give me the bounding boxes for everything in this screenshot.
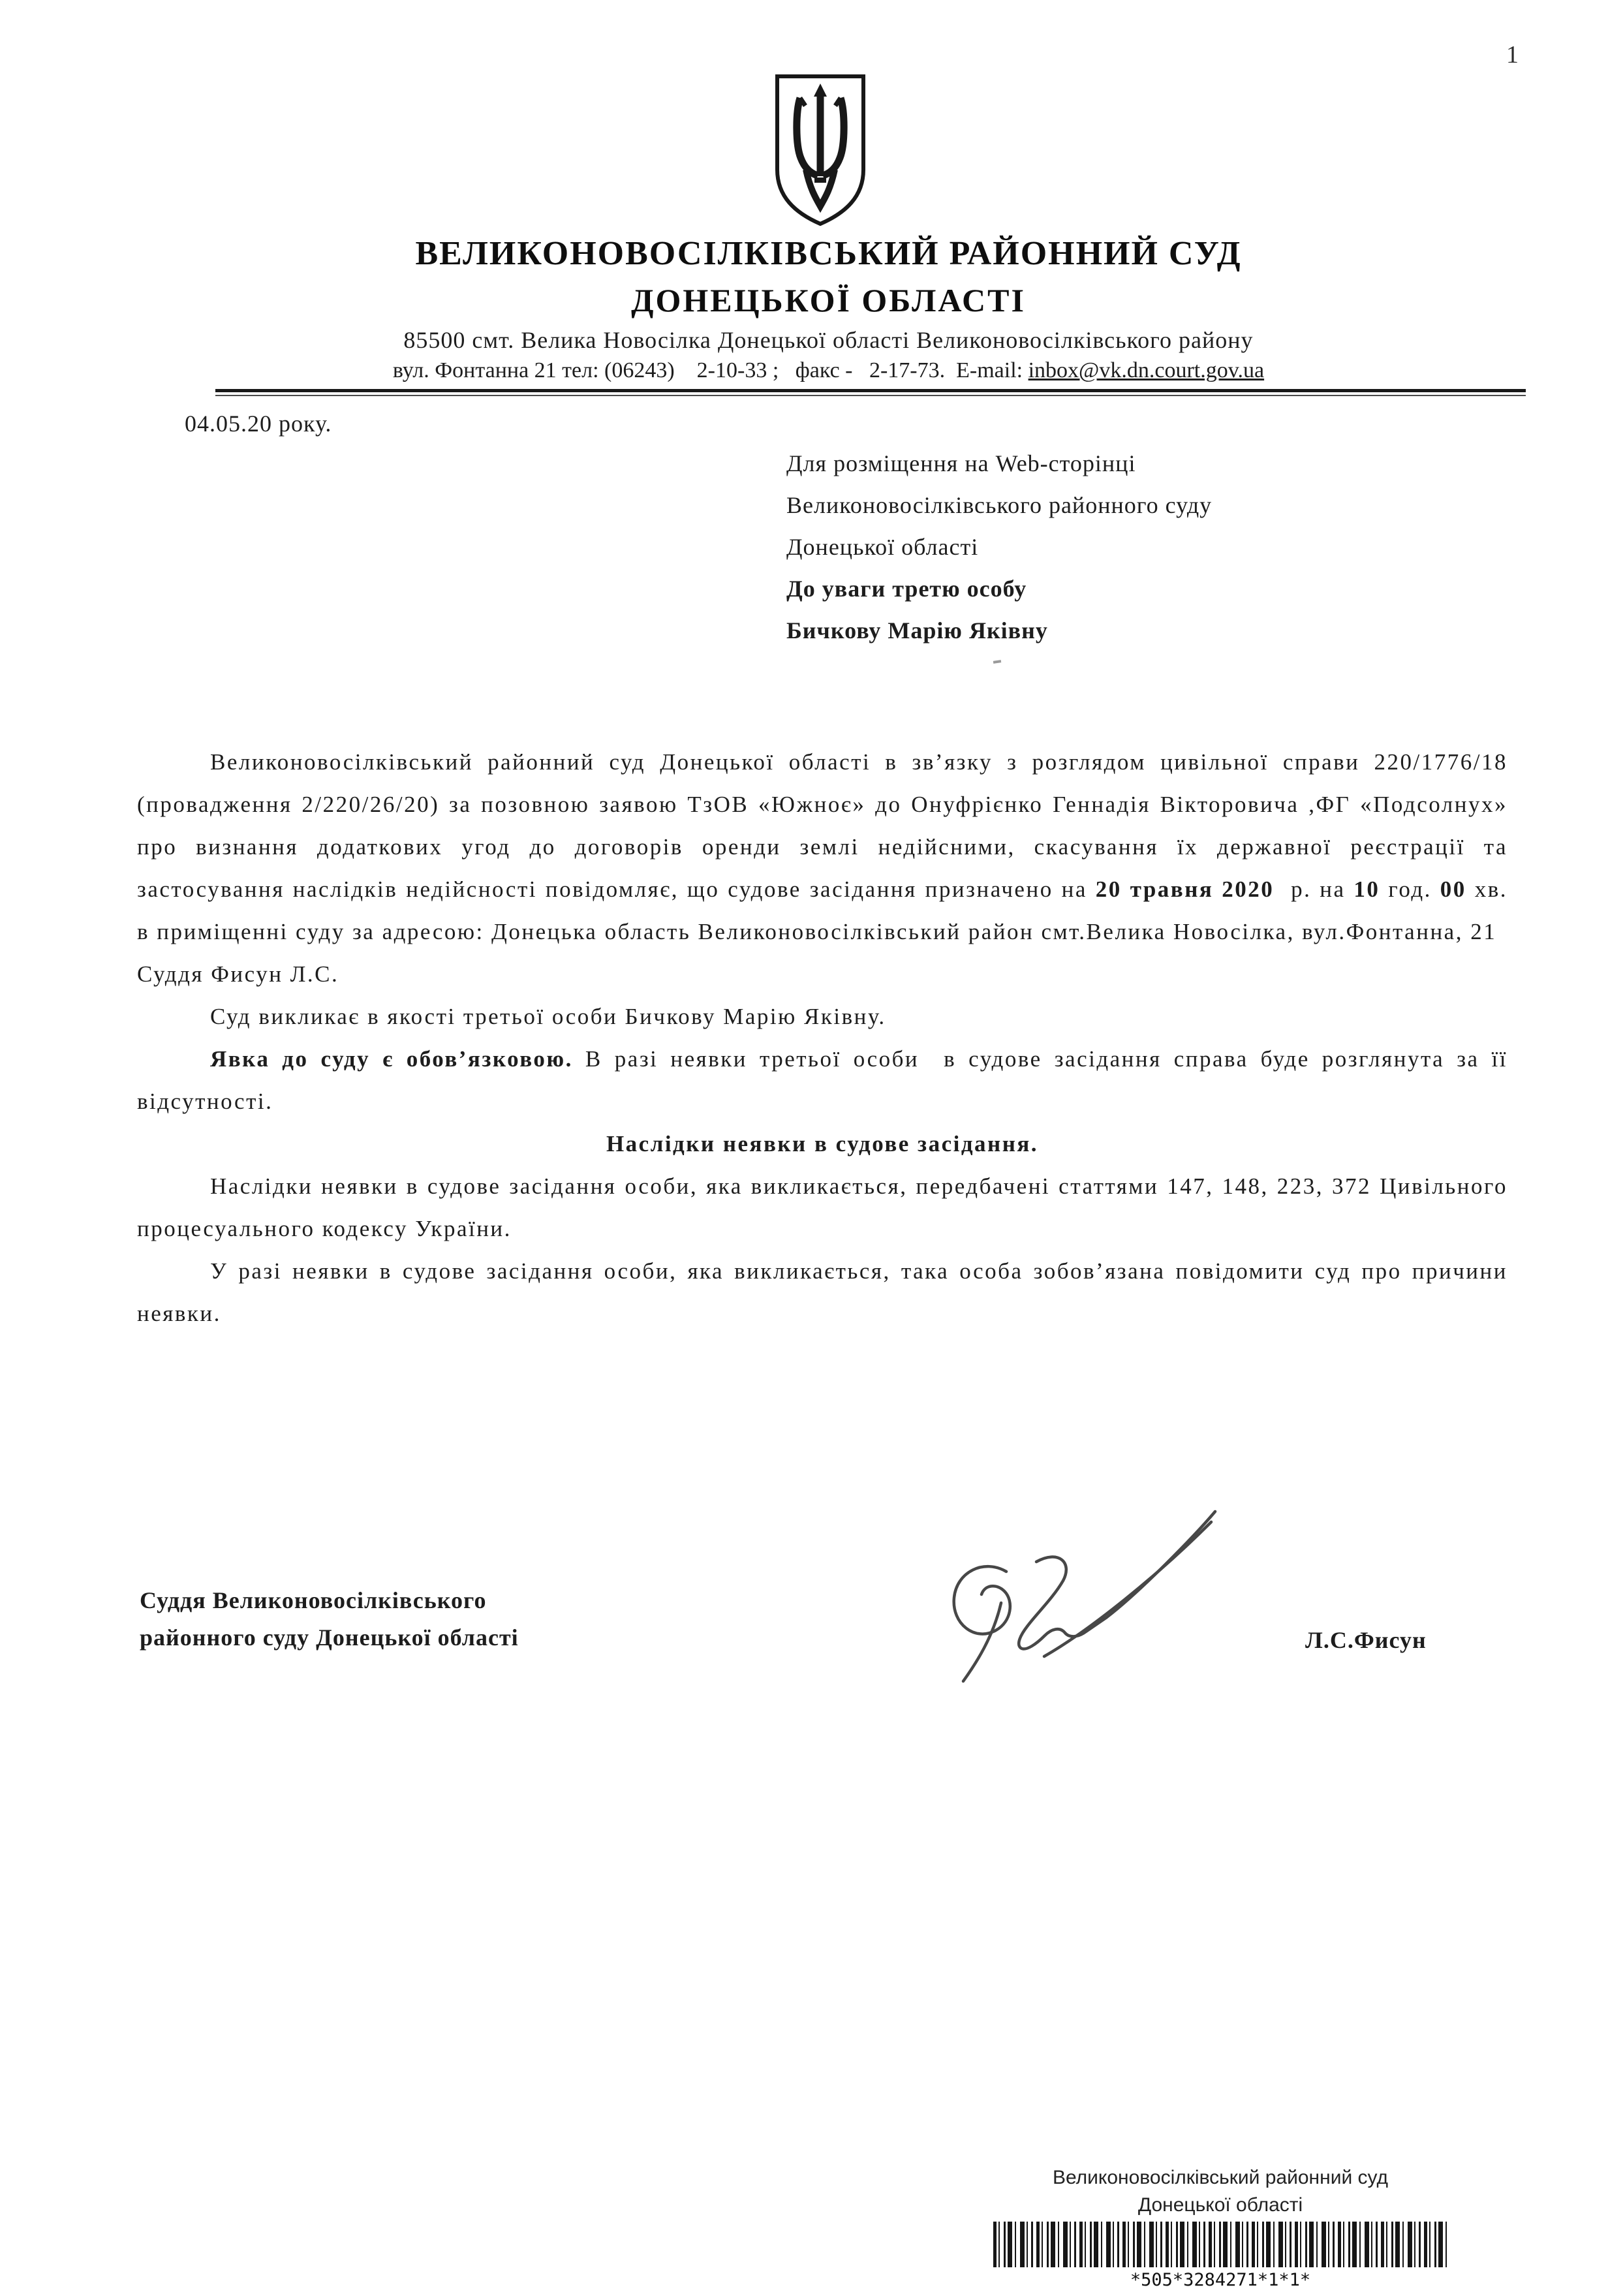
- addressee-line: Для розміщення на Web-сторінці: [786, 450, 1136, 476]
- barcode-block: [992, 2164, 1449, 2292]
- letterhead: [49, 231, 1608, 385]
- summons-paragraph: Суд викликає в якості третьої особи Бичкову Марію Яківну.: [210, 1004, 886, 1029]
- consequences-heading: Наслідки неявки в судове засідання.: [606, 1131, 1039, 1156]
- addressee-line: Донецької області: [786, 534, 979, 560]
- mandatory-appearance-bold: Явка до суду є обов’язковою.: [210, 1046, 573, 1072]
- barcode-caption-line2: Донецької області: [1137, 2194, 1303, 2216]
- court-postal-address: 85500 смт. Велика Новосілка Донецької області Великоновосілківського району: [403, 327, 1254, 353]
- consequences-paragraph: Наслідки неявки в судове засідання особи, яка викликається, передбачені статтями 147, 148, 223, 372 Цивільного процесуального кодексу України.: [137, 1173, 1508, 1241]
- court-contacts-line: [49, 356, 1608, 385]
- document-date: 04.05.20 року.: [185, 411, 332, 437]
- addressee-line: Великоновосілківського районного суду: [786, 492, 1213, 518]
- court-name-line2: ДОНЕЦЬКОЇ ОБЛАСТІ: [631, 282, 1026, 318]
- addressee-attention-line: До уваги третю особу: [786, 576, 1027, 602]
- judge-name: Л.С.Фисун: [1305, 1627, 1427, 1653]
- signature-title-block: [140, 1582, 519, 1656]
- signature-title-line2: районного суду Донецької області: [140, 1624, 519, 1651]
- barcode-image: [993, 2222, 1447, 2267]
- notice-paragraph: Великоновосілківський районний суд Донецької області в зв’язку з розглядом цивільної справи 220/1776/18 (провадження 2/220/26/20) за позовною заявою ТзОВ «Южноє» до Онуфрієнко Геннадія Вікторовича ,ФГ «Подсолнух» про визнання додаткових угод до договорів оренди землі недійсними, скасування їх державної реєстрації та застосування наслідків недійсності повідомляє, що судове засідання призначено на 20 травня 2020 р. на 10 год. 00 хв. в приміщенні суду за адресою: Донецька область Великоновосілківський район смт.Велика Новосілка, вул.Фонтанна, 21: [137, 749, 1523, 944]
- scan-artifact-mark: [993, 660, 1001, 664]
- barcode-code-text: *505*3284271*1*1*: [1130, 2270, 1311, 2290]
- letter-body: [137, 741, 1523, 1335]
- addressee-block: [786, 442, 1212, 651]
- barcode-caption-line1: Великоновосілківський районний суд: [1052, 2167, 1389, 2188]
- hearing-minute: 00: [1440, 877, 1466, 902]
- notification-duty-paragraph: У разі неявки в судове засідання особи, яка викликається, така особа зобов’язана повідомити суд про причини неявки.: [137, 1258, 1508, 1326]
- judge-reference-line: Суддя Фисун Л.С.: [137, 961, 339, 987]
- court-name-line1: ВЕЛИКОНОВОСІЛКІВСЬКИЙ РАЙОННИЙ СУД: [415, 235, 1242, 272]
- mandatory-appearance-paragraph: Явка до суду є обов’язковою. В разі неявки третьої особи в судове засідання справа буде розглянута за її відсутності.: [137, 1046, 1515, 1114]
- judge-handwritten-signature: [938, 1498, 1219, 1694]
- addressee-person-name: Бичкову Марію Яківну: [786, 617, 1048, 644]
- contacts-text: вул. Фонтанна 21 тел: (06243) 2-10-33 ; факс - 2-17-73. E-mail:: [392, 358, 1028, 382]
- ukraine-trident-emblem-icon: [771, 72, 869, 228]
- hearing-hour: 10: [1353, 877, 1380, 902]
- signature-title-line1: Суддя Великоновосілківського: [140, 1587, 487, 1613]
- letterhead-divider-rule: [215, 389, 1526, 396]
- page-number: 1: [1506, 41, 1519, 69]
- court-email-link[interactable]: inbox@vk.dn.court.gov.ua: [1028, 358, 1265, 382]
- hearing-date: 20 травня 2020: [1095, 877, 1275, 902]
